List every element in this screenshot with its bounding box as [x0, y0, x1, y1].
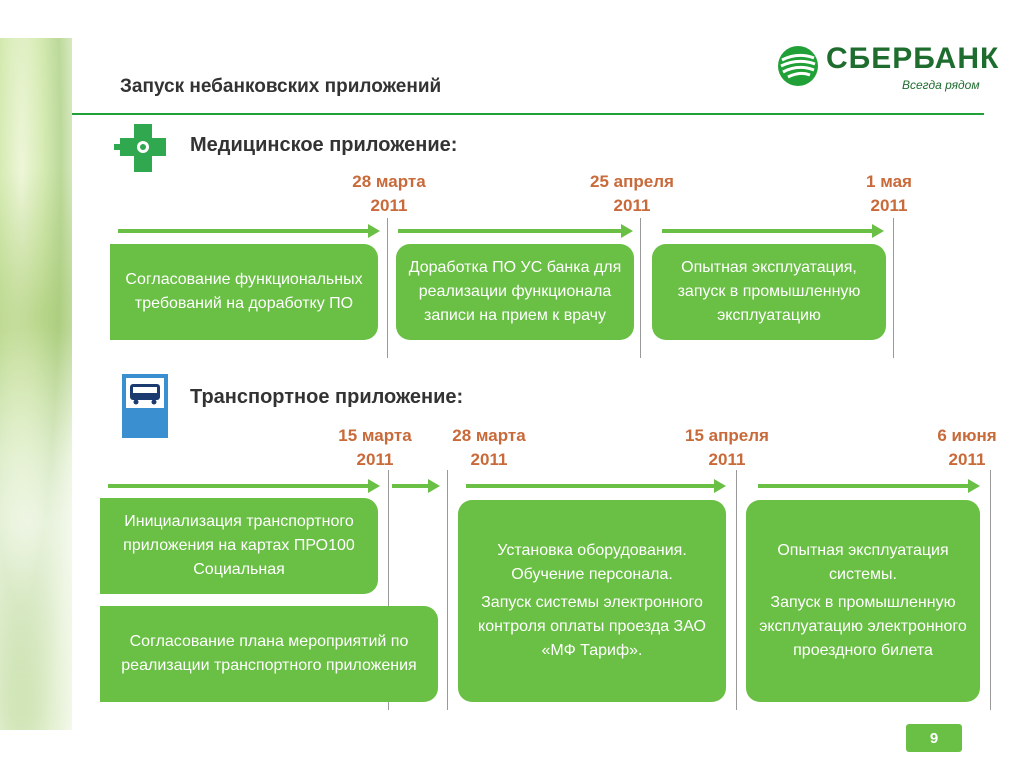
date-label: 25 апреля: [590, 172, 674, 191]
timeline-marker: [447, 470, 448, 710]
timeline-arrow: [108, 484, 370, 488]
medical-date-1: [334, 170, 444, 218]
date-label: 15 марта: [338, 426, 412, 445]
transport-step-4: [746, 500, 980, 702]
medical-step-1: Согласование функциональных требований на доработку ПО: [110, 244, 378, 340]
timeline-marker: [990, 470, 991, 710]
transport-step-3-line-2: Запуск системы электронного контроля оплаты проезда ЗАО «МФ Тариф».: [478, 594, 706, 659]
date-year: 2011: [613, 196, 651, 215]
logo-name: СБЕРБАНК: [826, 42, 1000, 75]
transport-step-3: [458, 500, 726, 702]
transport-date-3: [672, 424, 782, 472]
date-label: 1 мая: [866, 172, 912, 191]
date-year: 2011: [708, 450, 746, 469]
date-label: 6 июня: [937, 426, 997, 445]
medical-cross-icon: [114, 122, 172, 174]
transport-step-3-line-1: Установка оборудования. Обучение персонала.: [497, 542, 687, 583]
date-label: 15 апреля: [685, 426, 769, 445]
medical-section-title: Медицинское приложение:: [190, 134, 458, 156]
transport-date-1: [320, 424, 430, 472]
timeline-marker: [893, 218, 894, 358]
timeline-arrow: [662, 229, 874, 233]
date-label: 28 марта: [452, 426, 526, 445]
date-year: 2011: [870, 196, 908, 215]
medical-step-2: Доработка ПО УС банка для реализации функционала записи на прием к врачу: [396, 244, 634, 340]
header-divider: [72, 113, 984, 115]
date-year: 2011: [370, 196, 408, 215]
date-year: 2011: [356, 450, 394, 469]
page-number: 9: [906, 724, 962, 752]
transport-step-1: Инициализация транспортного приложения на картах ПРО100 Социальная: [100, 498, 378, 594]
date-year: 2011: [470, 450, 508, 469]
page-title: Запуск небанковских приложений: [120, 76, 442, 97]
timeline-marker: [736, 470, 737, 710]
transport-step-4-line-1: Опытная эксплуатация системы.: [777, 542, 949, 583]
medical-step-3: Опытная эксплуатация, запуск в промышленную эксплуатацию: [652, 244, 886, 340]
sberbank-logo: [774, 40, 1000, 96]
date-label: 28 марта: [352, 172, 426, 191]
medical-date-2: [577, 170, 687, 218]
logo-slogan: Всегда рядом: [902, 78, 980, 92]
transport-step-2: Согласование плана мероприятий по реализации транспортного приложения: [100, 606, 438, 702]
timeline-arrow: [392, 484, 430, 488]
decorative-background-overlay: [0, 38, 72, 730]
bus-stop-icon: [122, 374, 168, 438]
timeline-arrow: [466, 484, 716, 488]
transport-date-2: [434, 424, 544, 472]
transport-section-title: Транспортное приложение:: [190, 386, 464, 408]
timeline-marker: [640, 218, 641, 358]
sberbank-logo-icon: [776, 44, 820, 88]
timeline-arrow: [758, 484, 970, 488]
transport-step-4-line-2: Запуск в промышленную эксплуатацию электронного проездного билета: [759, 594, 967, 659]
timeline-arrow: [398, 229, 623, 233]
medical-date-3: [834, 170, 944, 218]
timeline-marker: [387, 218, 388, 358]
transport-date-4: [912, 424, 1022, 472]
date-year: 2011: [948, 450, 986, 469]
timeline-arrow: [118, 229, 370, 233]
